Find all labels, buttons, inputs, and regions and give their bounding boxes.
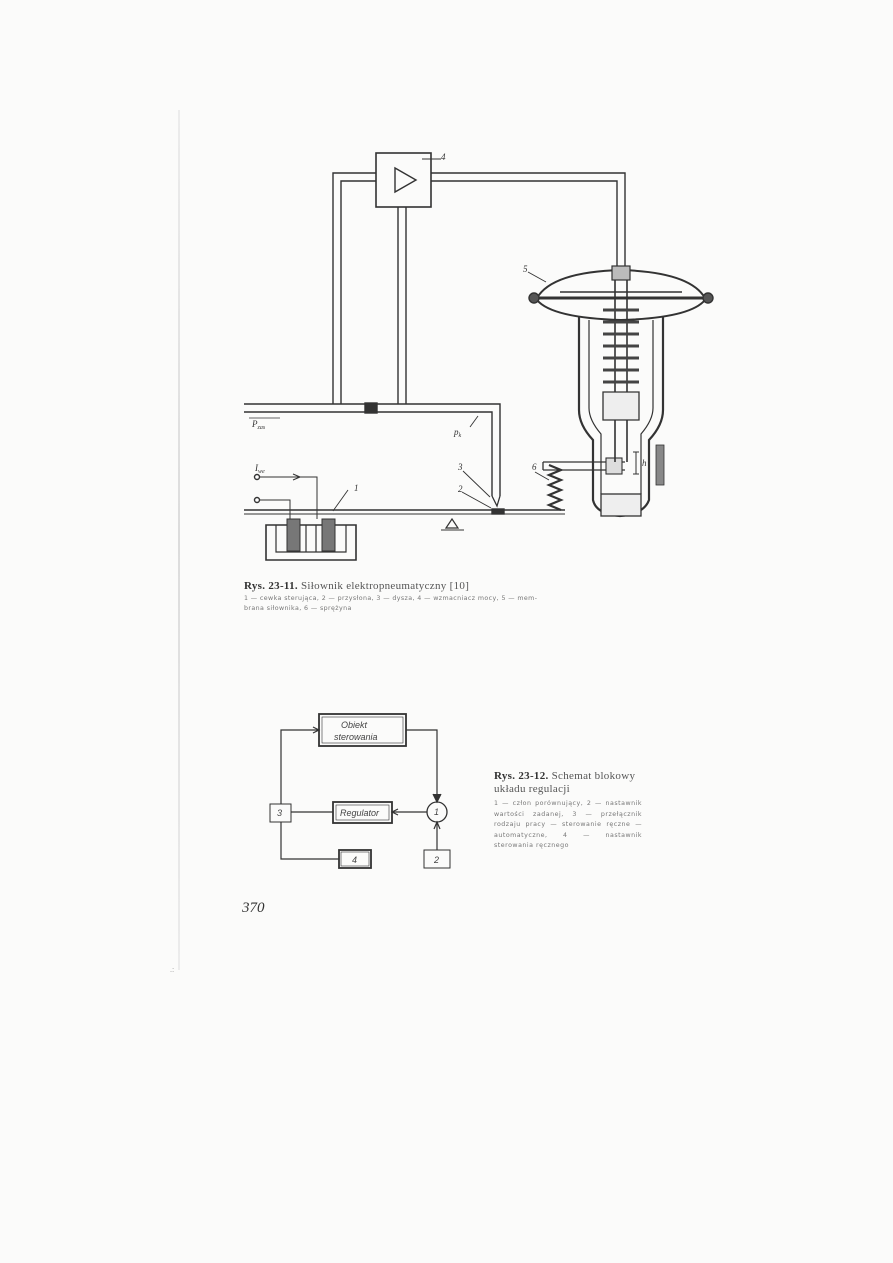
page-number: 370 [242,900,265,916]
block-1-label: 1 [434,807,440,817]
object-label-2: sterowania [334,732,378,742]
label-3: 3 [458,462,463,472]
power-amplifier-block [376,153,431,207]
legend-line-2: brana siłownika, 6 — sprężyna [244,605,352,612]
legend-line-1: 1 — cewka sterująca, 2 — przysłona, 3 — dysza, 4 — wzmacniacz mocy, 5 — mem- [244,595,538,602]
label-p-k: $p_k$ [454,427,462,439]
object-label-1: Obiekt [341,720,368,730]
figure-23-12-title-text: Schemat blokowy układu regulacji [494,770,636,795]
regulator-label: Regulator [340,808,380,818]
scan-mark: .: [170,965,175,974]
figure-23-11-number: Rys. 23-11. [244,580,298,592]
block-2-label: 2 [434,855,440,865]
coil-yoke [266,525,356,560]
block-3-label: 3 [277,808,283,818]
amplifier-triangle-icon [395,168,416,192]
figure-23-11-caption [244,580,724,614]
label-5: 5 [523,264,528,274]
pivot-icon [446,519,458,528]
figure-23-11-title-text: Siłownik elektropneumatyczny [10] [301,580,470,592]
figure-23-12-number: Rys. 23-12. [494,770,549,782]
nozzle [492,496,500,506]
figure-23-12-title [494,770,642,796]
control-coil-left [287,519,300,551]
control-coil-right [322,519,335,551]
label-2: 2 [458,484,463,494]
label-h: h [642,458,647,468]
label-p-zas: $P_{zas}$ [252,419,266,431]
figure-23-11-title [244,580,724,592]
label-i-we: $I_{we}$ [255,463,265,475]
figure-23-12-caption [494,770,642,852]
label-4: 4 [441,152,446,162]
figure-23-11-legend [244,594,724,614]
feedback-spring [549,465,561,510]
label-1: 1 [354,483,359,493]
block-4-label: 4 [352,855,358,865]
label-6: 6 [532,462,537,472]
figure-23-12-legend: 1 — człon porównujący, 2 — nastawnik wartości zadanej, 3 — przełącznik rodzaju pracy — sterowanie ręczne — automatyczne, 4 — nastawnik sterowania ręcznego [494,800,642,849]
